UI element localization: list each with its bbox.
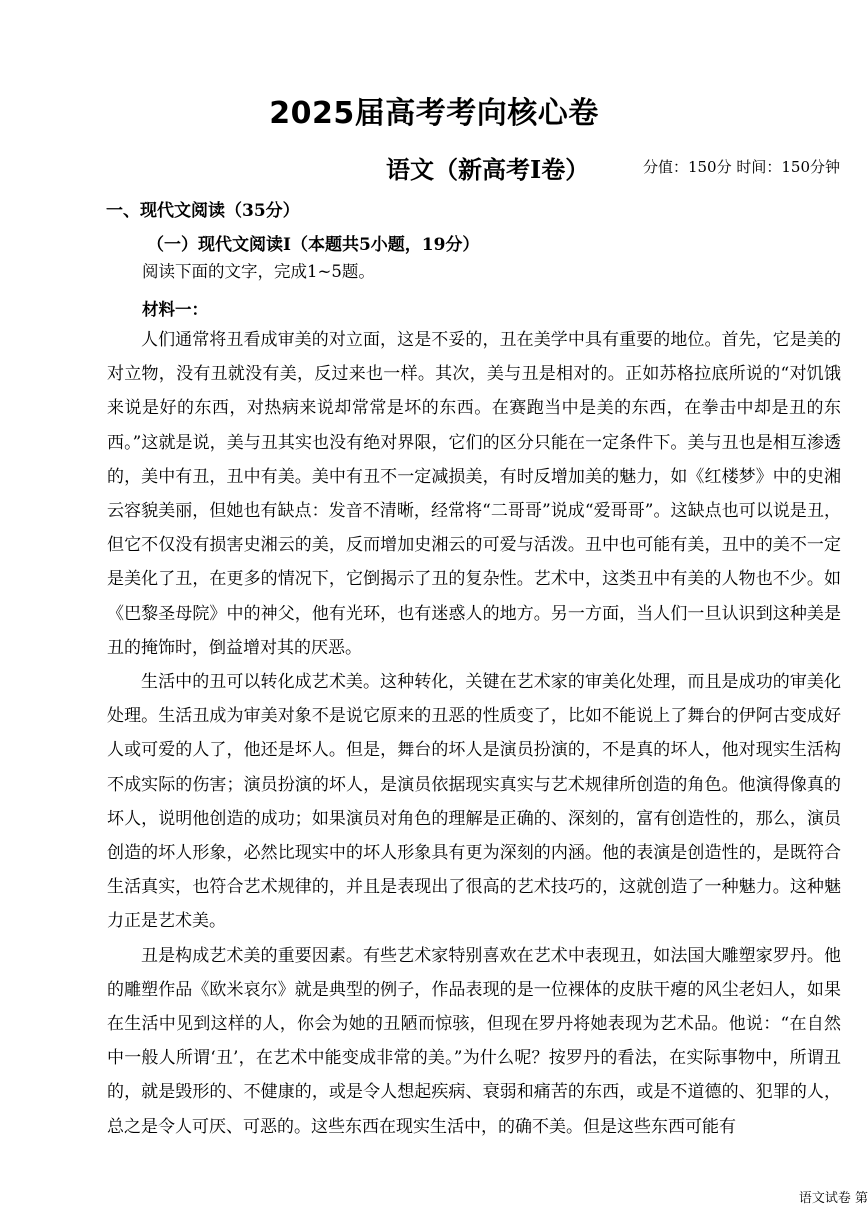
paragraph: 丑是构成艺术美的重要因素。有些艺术家特别喜欢在艺术中表现丑，如法国大雕塑家罗丹。他的雕塑作品《欧米哀尔》就是典型的例子，作品表现的是一位裸体的皮肤干瘪的风尘老妇人，如果在生活中见到这样的人，你会为她的丑陋而惊骇，但现在罗丹将她表现为艺术品。他说：“在自然中一般人所谓‘丑’，在艺术中能变成非常的美。”为什么呢？按罗丹的看法，在实际事物中，所谓丑的，就是毁形的、不健康的，或是令人想起疾病、衰弱和痛苦的东西，或是不道德的、犯罪的人，总之是令人可厌、可恶的。这些东西在现实生活中，的确不美。但是这些东西可能有 xyxy=(107,945,841,1137)
reading-instruction: 阅读下面的文字，完成1~5题。 xyxy=(142,262,375,281)
exam-title: 2025届高考考向核心卷 xyxy=(269,96,599,131)
exam-subtitle: 语文（新高考Ⅰ卷） xyxy=(386,155,590,184)
material-label: 材料一： xyxy=(142,300,208,319)
section-heading: 一、现代文阅读（35分） xyxy=(106,201,300,221)
subsection-heading: （一）现代文阅读Ⅰ（本题共5小题，19分） xyxy=(147,235,480,255)
page-footer: 语文试卷 第 xyxy=(798,1191,868,1206)
score-time-info: 分值：150分 时间：150分钟 xyxy=(642,158,840,176)
paragraph: 人们通常将丑看成审美的对立面，这是不妥的，丑在美学中具有重要的地位。首先，它是美的对立物，没有丑就没有美，反过来也一样。其次，美与丑是相对的。正如苏格拉底所说的“对饥饿来说是好的东西，对热病来说却常常是坏的东西。在赛跑当中是美的东西，在拳击中却是丑的东西。”这就是说，美与丑其实也没有绝对界限，它们的区分只能在一定条件下。美与丑也是相互渗透的，美中有丑，丑中有美。美中有丑不一定减损美，有时反增加美的魅力，如《红楼梦》中的史湘云容貌美丽，但她也有缺点：发音不清晰，经常将“二哥哥”说成“爱哥哥”。这缺点也可以说是丑，但它不仅没有损害史湘云的美，反而增加史湘云的可爱与活泼。丑中也可能有美，丑中的美不一定是美化了丑，在更多的情况下，它倒揭示了丑的复杂性。艺术中，这类丑中有美的人物也不少。如《巴黎圣母院》中的神父，他有光环，也有迷惑人的地方。另一方面，当人们一旦认识到这种美是丑的掩饰时，倒益增对其的厌恶。 xyxy=(107,330,841,658)
paragraph: 生活中的丑可以转化成艺术美。这种转化，关键在艺术家的审美化处理，而且是成功的审美化处理。生活丑成为审美对象不是说它原来的丑恶的性质变了，比如不能说上了舞台的伊阿古变成好人或可爱的人了，他还是坏人。但是，舞台的坏人是演员扮演的，不是真的坏人，他对现实生活构不成实际的伤害；演员扮演的坏人，是演员依据现实真实与艺术规律所创造的角色。他演得像真的坏人，说明他创造的成功；如果演员对角色的理解是正确的、深刻的，富有创造性的，那么，演员创造的坏人形象，必然比现实中的坏人形象具有更为深刻的内涵。他的表演是创造性的，是既符合生活真实，也符合艺术规律的，并且是表现出了很高的艺术技巧的，这就创造了一种魅力。这种魅力正是艺术美。 xyxy=(107,672,841,932)
passage-body xyxy=(107,323,841,1144)
